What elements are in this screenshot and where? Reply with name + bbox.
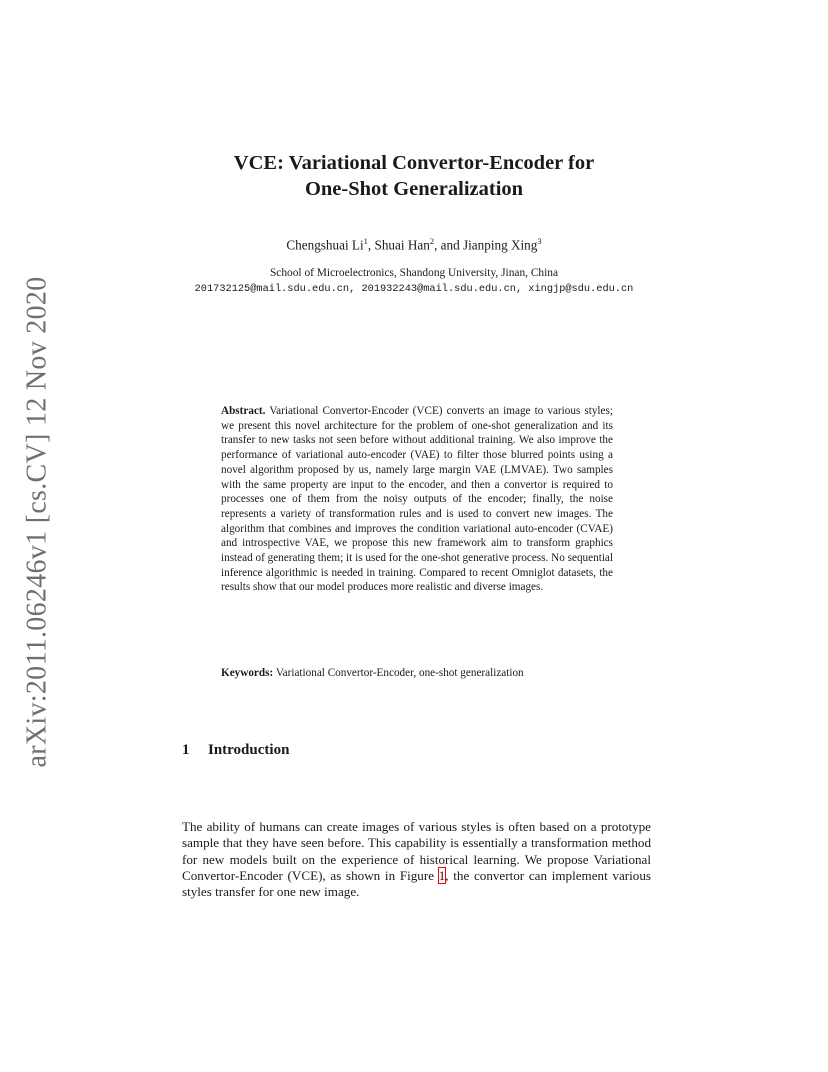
section-number: 1 <box>182 742 190 758</box>
arxiv-identifier: arXiv:2011.06246v1 [cs.CV] 12 Nov 2020 <box>21 276 53 768</box>
author-separator: , <box>367 237 375 253</box>
figure-reference-link[interactable]: 1 <box>438 867 446 883</box>
author-list <box>0 236 828 253</box>
abstract <box>221 404 613 595</box>
title-line-1: VCE: Variational Convertor-Encoder for <box>233 152 595 174</box>
arxiv-sidebar-stamp <box>14 276 60 768</box>
intro-text-continued: , the convertor can implement various styles transfer for one new image. <box>182 867 651 900</box>
abstract-label: Abstract. <box>221 405 266 417</box>
abstract-text: Variational Convertor-Encoder (VCE) converts an image to various styles; we present this novel architecture for the problem of one-shot generalization and its transfer to new tasks not seen before without additional training. We also improve the performance of variational auto-encoder (VAE) to filter those blurred points using a novel algorithm proposed by us, namely large margin VAE (LMVAE). Two samples with the same property are input to the encoder, and then a convertor is required to processes one of them from the noisy outputs of the encoder; finally, the noise represents a variety of transformation rules and is used to convert new images. The algorithm that combines and improves the condition variational auto-encoder (CVAE) and introspective VAE, we propose this new framework aim to transform graphics instead of generating them; it is used for the one-shot generative process. No sequential inference algorithmic is needed in training. Compared to recent Omniglot datasets, the results show that our model produces more realistic and diverse images. <box>221 405 613 594</box>
introduction-paragraph <box>182 819 651 900</box>
author-affil-mark: 1 <box>363 236 368 246</box>
section-heading-introduction <box>182 742 289 759</box>
paper-title <box>0 150 828 202</box>
keywords-text: Variational Convertor-Encoder, one-shot generalization <box>275 667 524 679</box>
section-title: Introduction <box>208 742 290 758</box>
author-name: Shuai Han <box>374 237 430 253</box>
title-line-2: One-Shot Generalization <box>304 178 524 200</box>
author-affil-mark: 3 <box>537 236 542 246</box>
author-separator: , and <box>434 237 463 253</box>
keywords <box>221 666 613 681</box>
author-name: Chengshuai Li <box>286 237 364 253</box>
author-emails: 201732125@mail.sdu.edu.cn, 201932243@mail.sdu.edu.cn, xingjp@sdu.edu.cn <box>194 283 634 295</box>
intro-text: The ability of humans can create images of various styles is often based on a prototype sample that they have seen before. This capability is essentially a transformation method for new models built on the experience of historical learning. We propose Variational Convertor-Encoder (VCE), as shown in Figure <box>182 819 651 883</box>
author-affil-mark: 2 <box>429 236 435 246</box>
affiliation: School of Microelectronics, Shandong University, Jinan, China <box>269 267 559 279</box>
author-name: Jianping Xing <box>463 237 538 253</box>
keywords-label: Keywords: <box>221 667 274 679</box>
